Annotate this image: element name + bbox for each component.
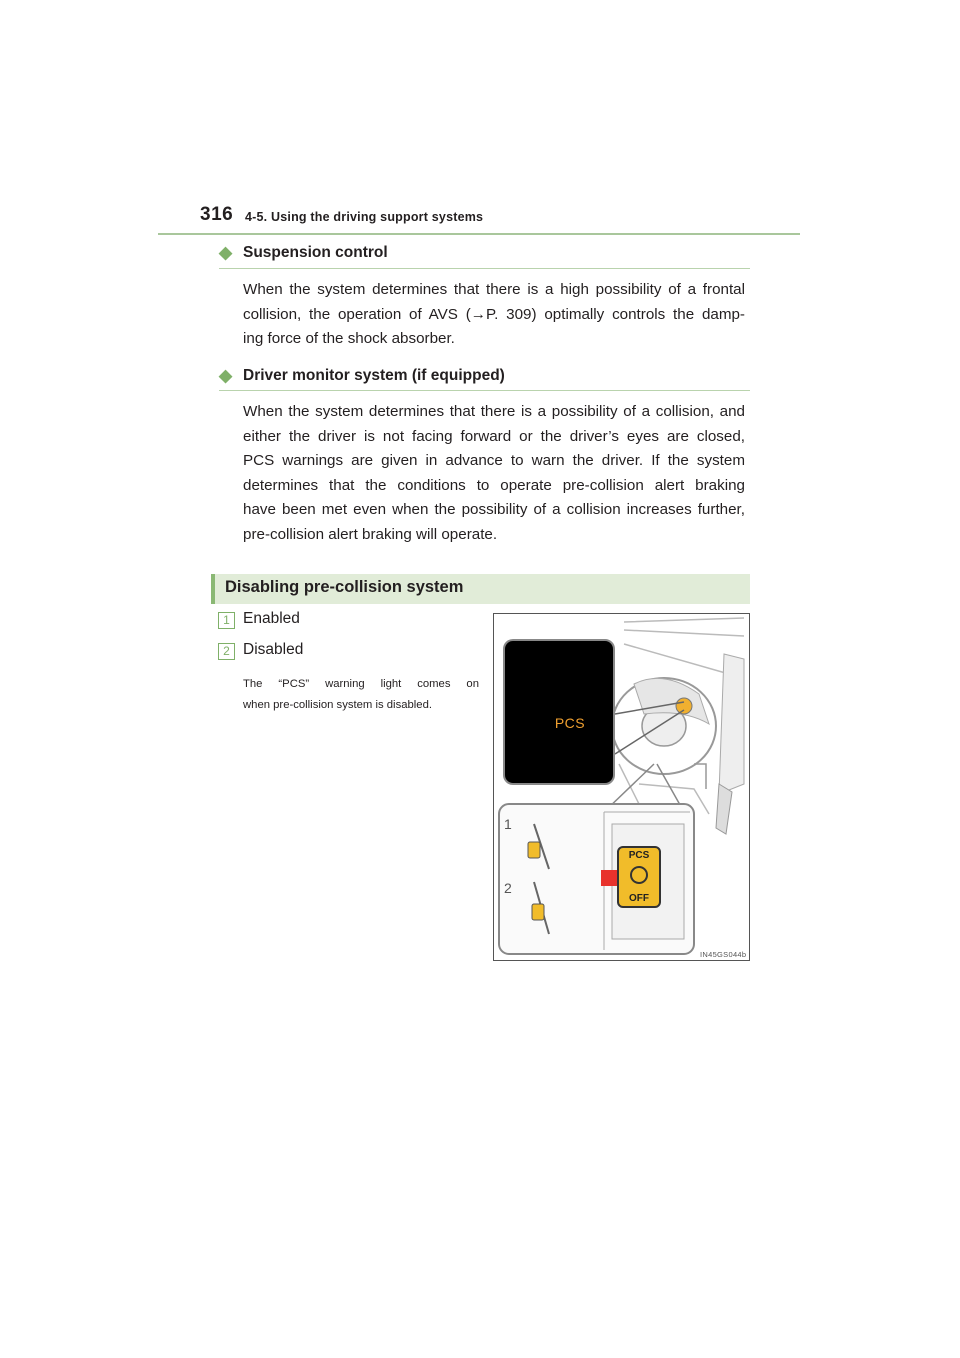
- driver-monitor-heading-text: Driver monitor system (if equipped): [243, 367, 505, 384]
- driver-monitor-line: pre-collision alert braking will operate.: [243, 525, 498, 543]
- warning-note: [243, 674, 479, 716]
- item-label-enabled: Enabled: [243, 610, 300, 627]
- suspension-heading: [219, 243, 388, 263]
- item-number-1: 1: [218, 612, 235, 629]
- driver-monitor-line: have been met even when the possibility of a collision increases further,: [243, 501, 745, 519]
- suspension-line: ing force of the shock absorber.: [243, 330, 455, 348]
- pcs-switch-illustration: [493, 613, 750, 961]
- illustration-code: IN45GS044b: [700, 950, 747, 959]
- warning-note-line: when pre-collision system is disabled.: [243, 699, 432, 711]
- driver-monitor-line: PCS warnings are given in advance to warn the driver. If the system: [243, 452, 745, 470]
- driver-monitor-body: [243, 400, 745, 548]
- pcs-switch-circle-icon: [630, 866, 648, 884]
- driver-monitor-heading-rule: [219, 390, 750, 391]
- pcs-switch-label-top: PCS: [628, 850, 650, 861]
- header-rule: [158, 233, 800, 235]
- warning-note-line: The “PCS” warning light comes on: [243, 678, 479, 690]
- illustration-callout-1: 1: [504, 816, 512, 832]
- suspension-heading-text: Suspension control: [243, 244, 388, 261]
- pcs-warning-inset: [503, 639, 615, 785]
- driver-monitor-line: either the driver is not facing forward or the driver’s eyes are closed,: [243, 427, 745, 445]
- item-number-2: 2: [218, 643, 235, 660]
- page-number: 316: [200, 204, 234, 225]
- diamond-bullet-icon: ◆: [219, 366, 233, 385]
- driver-monitor-line: determines that the conditions to operate pre-collision alert braking: [243, 476, 745, 494]
- driver-monitor-heading: [219, 366, 505, 386]
- disabling-section-band: [211, 574, 750, 604]
- pcs-off-switch: [617, 846, 661, 908]
- section-title: 4-5. Using the driving support systems: [245, 210, 484, 224]
- suspension-body: [243, 278, 745, 352]
- illustration-callout-2: 2: [504, 880, 512, 896]
- disabling-section-title: Disabling pre-collision system: [225, 578, 464, 596]
- item-label-disabled: Disabled: [243, 641, 304, 658]
- pcs-warning-light-text: PCS: [554, 715, 586, 731]
- driver-monitor-line: When the system determines that there is a possibility of a collision, and: [243, 403, 745, 420]
- suspension-line: When the system determines that there is a high possibility of a frontal: [243, 281, 745, 298]
- diamond-bullet-icon: ◆: [219, 243, 233, 262]
- pcs-switch-label-bottom: OFF: [629, 893, 649, 904]
- suspension-line: collision, the operation of AVS (→P. 309) optimally controls the damp-: [243, 305, 745, 323]
- suspension-heading-rule: [219, 268, 750, 269]
